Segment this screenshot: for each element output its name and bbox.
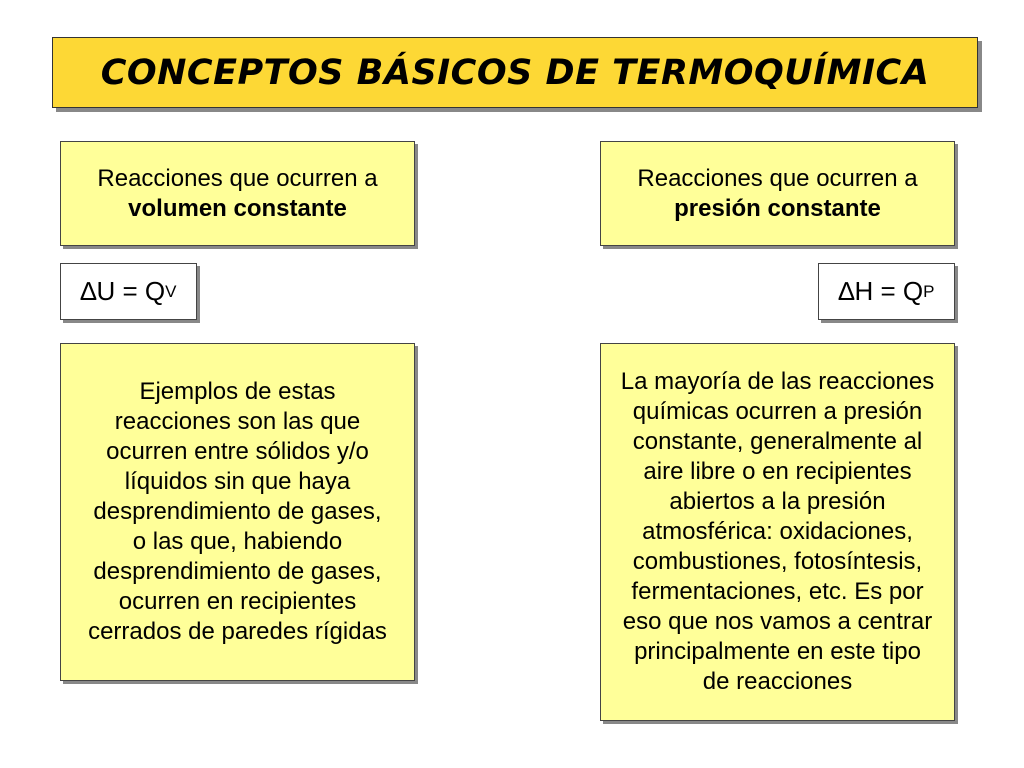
formula-equals: =	[115, 276, 145, 306]
delta-symbol: ∆	[838, 276, 855, 306]
title-banner	[52, 37, 978, 108]
pressure-heading-line2: presión constante	[674, 194, 881, 222]
page-title: CONCEPTOS BÁSICOS DE TERMOQUÍMICA	[100, 52, 930, 93]
text-line: cerrados de paredes rígidas	[88, 618, 387, 645]
formula-q: Q	[144, 276, 166, 306]
formula-variable: H	[854, 276, 874, 306]
text-line: desprendimiento de gases,	[93, 558, 382, 585]
volume-examples-card	[60, 343, 415, 681]
text-line: eso que nos vamos a centrar	[622, 608, 933, 635]
volume-constant-card	[60, 141, 415, 246]
text-line: químicas ocurren a presión	[632, 398, 923, 425]
text-line: abiertos a la presión	[669, 488, 886, 515]
pressure-examples-card	[600, 343, 955, 721]
text-line: ocurren entre sólidos y/o	[106, 438, 369, 465]
text-line: reacciones son las que	[114, 408, 361, 435]
formula-subscript: V	[165, 281, 177, 301]
text-line: aire libre o en recipientes	[643, 458, 912, 485]
internal-energy-formula	[60, 263, 197, 320]
text-line: principalmente en este tipo	[634, 638, 921, 665]
text-line: constante, generalmente al	[632, 428, 923, 455]
formula-variable: U	[96, 276, 116, 306]
enthalpy-formula	[818, 263, 955, 320]
text-line: desprendimiento de gases,	[93, 498, 382, 525]
delta-symbol: ∆	[80, 276, 97, 306]
text-line: fermentaciones, etc. Es por	[631, 578, 924, 605]
pressure-heading-line1: Reacciones que ocurren a	[637, 164, 918, 192]
text-line: o las que, habiendo	[132, 528, 343, 555]
pressure-constant-card	[600, 141, 955, 246]
text-line: ocurren en recipientes	[118, 588, 357, 615]
formula-q: Q	[902, 276, 924, 306]
volume-heading-line1: Reacciones que ocurren a	[97, 164, 378, 192]
text-line: atmosférica: oxidaciones,	[642, 518, 913, 545]
formula-subscript: P	[923, 281, 935, 301]
text-line: Ejemplos de estas	[139, 378, 336, 405]
text-line: líquidos sin que haya	[124, 468, 351, 495]
text-line: de reacciones	[702, 668, 853, 695]
formula-equals: =	[873, 276, 903, 306]
volume-heading-line2: volumen constante	[128, 194, 347, 222]
text-line: La mayoría de las reacciones	[620, 368, 935, 395]
text-line: combustiones, fotosíntesis,	[632, 548, 923, 575]
